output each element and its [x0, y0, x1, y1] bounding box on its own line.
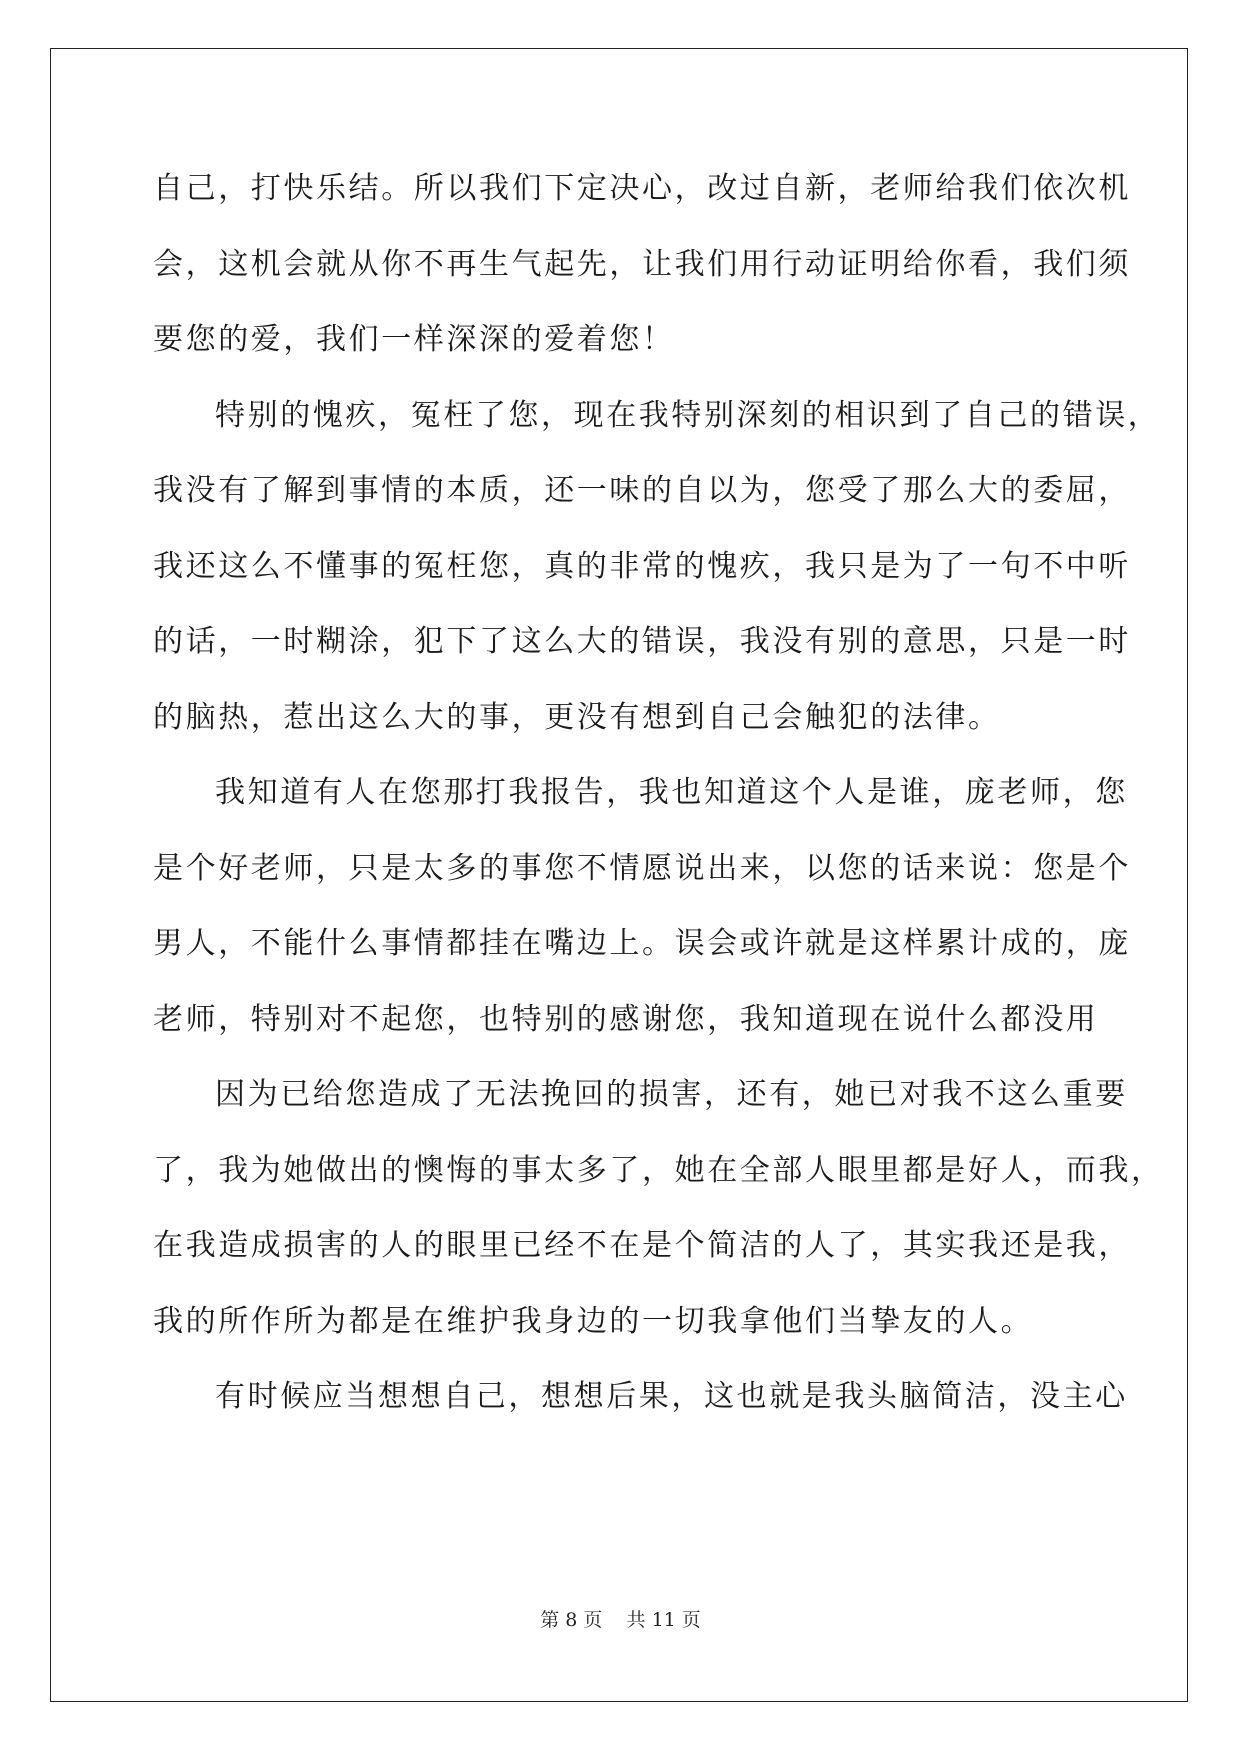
text-line: 是个好老师，只是太多的事您不情愿说出来，以您的话来说：您是个: [153, 851, 1131, 886]
text-line: 我知道有人在您那打我报告，我也知道这个人是谁，庞老师，您: [215, 775, 1128, 810]
text-line: 了，我为她做出的懊悔的事太多了，她在全部人眼里都是好人，而我，: [153, 1153, 1164, 1188]
text-line: 老师，特别对不起您，也特别的感谢您，我知道现在说什么都没用: [153, 1002, 1099, 1037]
page-number-footer: 第 8 页 共 11 页: [540, 1609, 701, 1631]
text-line: 会，这机会就从你不再生气起先，让我们用行动证明给你看，我们须: [153, 247, 1131, 282]
text-line: 我的所作所为都是在维护我身边的一切我拿他们当挚友的人。: [153, 1304, 1034, 1339]
text-line: 要您的爱，我们一样深深的爱着您！: [153, 322, 675, 357]
text-line: 的话，一时糊涂，犯下了这么大的错误，我没有别的意思，只是一时: [153, 624, 1131, 659]
text-line: 在我造成损害的人的眼里已经不在是个简洁的人了，其实我还是我，: [153, 1228, 1131, 1263]
text-line: 我没有了解到事情的本质，还一味的自以为，您受了那么大的委屈，: [153, 473, 1131, 508]
text-line: 的脑热，惹出这么大的事，更没有想到自己会触犯的法律。: [153, 700, 1001, 735]
text-line: 特别的愧疚，冤枉了您，现在我特别深刻的相识到了自己的错误，: [215, 398, 1161, 433]
text-line: 自己，打快乐结。所以我们下定决心，改过自新，老师给我们依次机: [153, 171, 1131, 206]
text-line: 因为已给您造成了无法挽回的损害，还有，她已对我不这么重要: [215, 1077, 1128, 1112]
text-line: 男人，不能什么事情都挂在嘴边上。误会或许就是这样累计成的，庞: [153, 926, 1131, 961]
text-line: 有时候应当想想自己，想想后果，这也就是我头脑简洁，没主心: [215, 1379, 1128, 1414]
text-line: 我还这么不懂事的冤枉您，真的非常的愧疚，我只是为了一句不中听: [153, 549, 1131, 584]
